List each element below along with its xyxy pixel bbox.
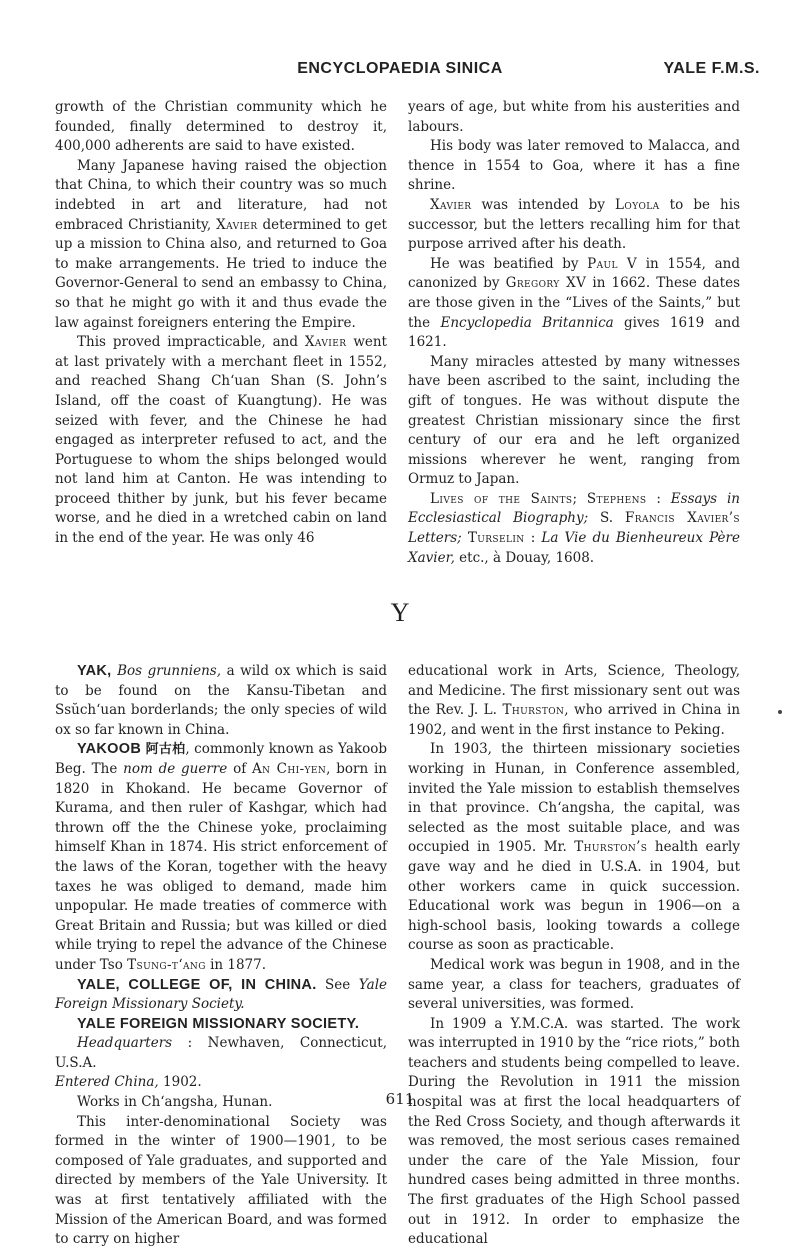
library-mark: YALE F.M.S. bbox=[663, 60, 760, 77]
text: : bbox=[646, 490, 671, 507]
name-an-chi-yen: An Chi-yen bbox=[252, 760, 327, 777]
cross-reference: Yale Foreign Missionary Society. bbox=[55, 976, 388, 1013]
name-gregory-xv: Gregory XV bbox=[505, 275, 587, 292]
ref-lives: Lives of the Saints bbox=[430, 490, 573, 507]
text: etc., à Douay, 1608. bbox=[454, 549, 595, 566]
text: , who arrived in China in 1902, and went in the first instance to Peking. bbox=[408, 702, 741, 738]
running-title: ENCYCLOPAEDIA SINICA bbox=[297, 60, 503, 77]
paragraph: years of age, but white from his austerities and labours. bbox=[408, 99, 740, 135]
ref-essays: Essays in Ecclesiastical Biography; bbox=[408, 490, 741, 527]
headword: YALE FOREIGN MISSIONARY SOCIETY. bbox=[77, 1015, 360, 1032]
text: health early gave way and he died in U.S.A. in 1904, but other workers came in quick succession. Educational work was begun in 1906—on a high-school basis, looking towards a college course as soon as practicable. bbox=[408, 839, 740, 954]
label-headquarters: Headquarters bbox=[77, 1035, 173, 1052]
name-xavier: Xavier bbox=[216, 216, 258, 233]
entry-yale-fms bbox=[55, 1015, 387, 1035]
text: in 1554, and canonized by bbox=[408, 255, 740, 292]
bottom-left-column bbox=[55, 662, 387, 1250]
paragraph: In 1909 a Y.M.C.A. was started. The work was interrupted in 1910 by the “rice riots,” both teachers and students being compelled to leave. During the Revolution in 1911 the mission hospital was at first the local headquarters of the Red Cross Society, and though afterwards it was removed, the most serious cases remained under the care of the Yale Mission, four hundred cases being admitted in three months. The first graduates of the High School passed out in 1912. In order to emphasize the educational bbox=[408, 1015, 740, 1248]
text: went at last privately with a merchant fleet in 1552, and reached Shang Chʻuan Shan (S. John’s Island, off the coast of Kuangtung). He was seized with fever, and the Chinese he had engaged as interpreter refused to act, and the Portuguese to whom the ships belonged would not land him at Canton. He was intending to proceed thither by junk, but his fever became worse, and he died in a wretched cabin on land in the end of the year. He was only 46 bbox=[55, 334, 387, 547]
text: Many Japanese having raised the objection that China, to which their country was so much indebted in art and literature, had not embraced Christianity, bbox=[55, 157, 387, 233]
text: determined to get up a mission to China also, and returned to Goa to make arrangements. He tried to induce the Governor-General to send an embassy to China, so that he might go with it and thus evade the law against foreigners entering the Empire. bbox=[55, 216, 387, 331]
headword: YAK, bbox=[77, 663, 112, 679]
headword: YAKOOB bbox=[77, 741, 142, 758]
paragraph bbox=[408, 740, 740, 956]
text: gives 1619 and 1621. bbox=[408, 314, 740, 351]
text: a wild ox which is said to be found on the Kansu-Tibetan and Ssŭchʻuan borderlands; the only species of wild ox so far known in China. bbox=[55, 663, 387, 738]
name-paul-v: Paul V bbox=[587, 255, 638, 272]
paragraph bbox=[55, 333, 387, 549]
paragraph: growth of the Christian community which he founded, finally determined to destroy it, 400,000 adherents are said to have existed. bbox=[55, 99, 387, 155]
text: : bbox=[524, 530, 542, 547]
text: S. bbox=[588, 510, 626, 527]
title-britannica: Encyclopedia Britannica bbox=[440, 314, 614, 331]
page-header bbox=[0, 60, 800, 90]
text: , born in 1820 in Khokand. He became Governor of Kurama, and then ruler of Kashgar, which had thrown off the the Chinese yoke, proclaiming himself Khan in 1874. His strict enforcement of the laws of the Koran, together with the heavy taxes he was obliged to demand, made him unpopular. He made treaties of commerce with Great Britain and Russia; but was killed or died while trying to repel the advance of the Chinese under Tso bbox=[55, 760, 387, 973]
scan-speck bbox=[778, 710, 782, 714]
paragraph bbox=[408, 662, 740, 740]
name-thurston: Thurston’s bbox=[574, 839, 648, 856]
latin-name: Bos grunniens, bbox=[117, 663, 222, 679]
name-thurston: Thurston bbox=[502, 702, 565, 719]
page-number: 611 bbox=[385, 1090, 415, 1108]
paragraph bbox=[408, 255, 740, 353]
references bbox=[408, 490, 740, 568]
text: in 1877. bbox=[205, 956, 267, 973]
paragraph: This inter-denominational Society was formed in the winter of 1900—1901, to be composed of Yale graduates, and supported and directed by members of the Yale University. It was at first tentatively affiliated with the Mission of the American Board, and was formed to carry on higher bbox=[55, 1113, 387, 1248]
text: of bbox=[227, 760, 253, 777]
name-loyola: Loyola bbox=[615, 196, 660, 213]
top-left-column bbox=[55, 98, 387, 549]
text: to be his successor, but the letters recalling him for that purpose arrived after his death. bbox=[408, 196, 740, 253]
ref-la-vie: La Vie du Bienheureux Père Xavier, bbox=[408, 530, 740, 566]
text: He was beatified by bbox=[430, 255, 588, 272]
paragraph bbox=[55, 157, 387, 333]
italic-term: nom de guerre bbox=[123, 760, 228, 777]
text: 1902. bbox=[158, 1074, 202, 1091]
entry-yale-college bbox=[55, 976, 387, 1015]
text: This proved impracticable, and bbox=[77, 334, 305, 351]
text: was intended by bbox=[471, 196, 616, 213]
text: In 1903, the thirteen missionary societies working in Hunan, in Conference assembled, invited the Yale mission to establish themselves in that province. Chʻangsha, the capital, was selected as the most suitable place, and was occupied in 1905. Mr. bbox=[408, 741, 740, 856]
text: : Newhaven, Connecticut, U.S.A. bbox=[55, 1035, 387, 1071]
label-entered-china: Entered China, bbox=[55, 1074, 159, 1091]
paragraph: His body was later removed to Malacca, and thence in 1554 to Goa, where it has a fine shrine. bbox=[408, 138, 740, 194]
text: , commonly known as Yakoob Beg. The bbox=[55, 741, 387, 777]
entry-yak bbox=[55, 662, 387, 740]
bottom-right-column bbox=[408, 662, 740, 1250]
headword: YALE, COLLEGE OF, IN CHINA. bbox=[77, 976, 317, 993]
ref-letters: Letters; bbox=[408, 530, 462, 547]
works-in: Works in Chʻangsha, Hunan. bbox=[77, 1094, 273, 1111]
ref-stephens: Stephens bbox=[586, 490, 647, 507]
top-right-column bbox=[408, 98, 740, 568]
name-xavier: Xavier bbox=[430, 196, 472, 213]
paragraph: Medical work was begun in 1908, and in the same year, a class for teachers, graduates of several universities, was formed. bbox=[408, 956, 740, 1013]
text: See bbox=[316, 976, 359, 993]
text: ; bbox=[572, 490, 587, 507]
headquarters bbox=[55, 1034, 387, 1073]
chinese-characters: 阿古柏 bbox=[145, 742, 186, 758]
text: educational work in Arts, Science, Theology, and Medicine. The first missionary sent out was the Rev. J. L. bbox=[408, 663, 740, 719]
ref-francis-xavier: Francis Xavier’s bbox=[625, 510, 740, 527]
entry-yakoob bbox=[55, 740, 387, 975]
ref-turselin: Turselin bbox=[467, 530, 525, 547]
section-letter: Y bbox=[390, 598, 410, 627]
paragraph bbox=[408, 196, 740, 255]
text: in 1662. These dates are those given in the “Lives of the Saints,” but the bbox=[408, 275, 740, 331]
name-tsung-tang: Tsung-tʻang bbox=[127, 956, 206, 973]
name-xavier: Xavier bbox=[304, 334, 347, 351]
paragraph: Many miracles attested by many witnesses have been ascribed to the saint, including the gift of tongues. He was without dispute the greatest Christian missionary since the first century of our era and he left organized missions wherever he went, ranging from Ormuz to Japan. bbox=[408, 353, 740, 488]
